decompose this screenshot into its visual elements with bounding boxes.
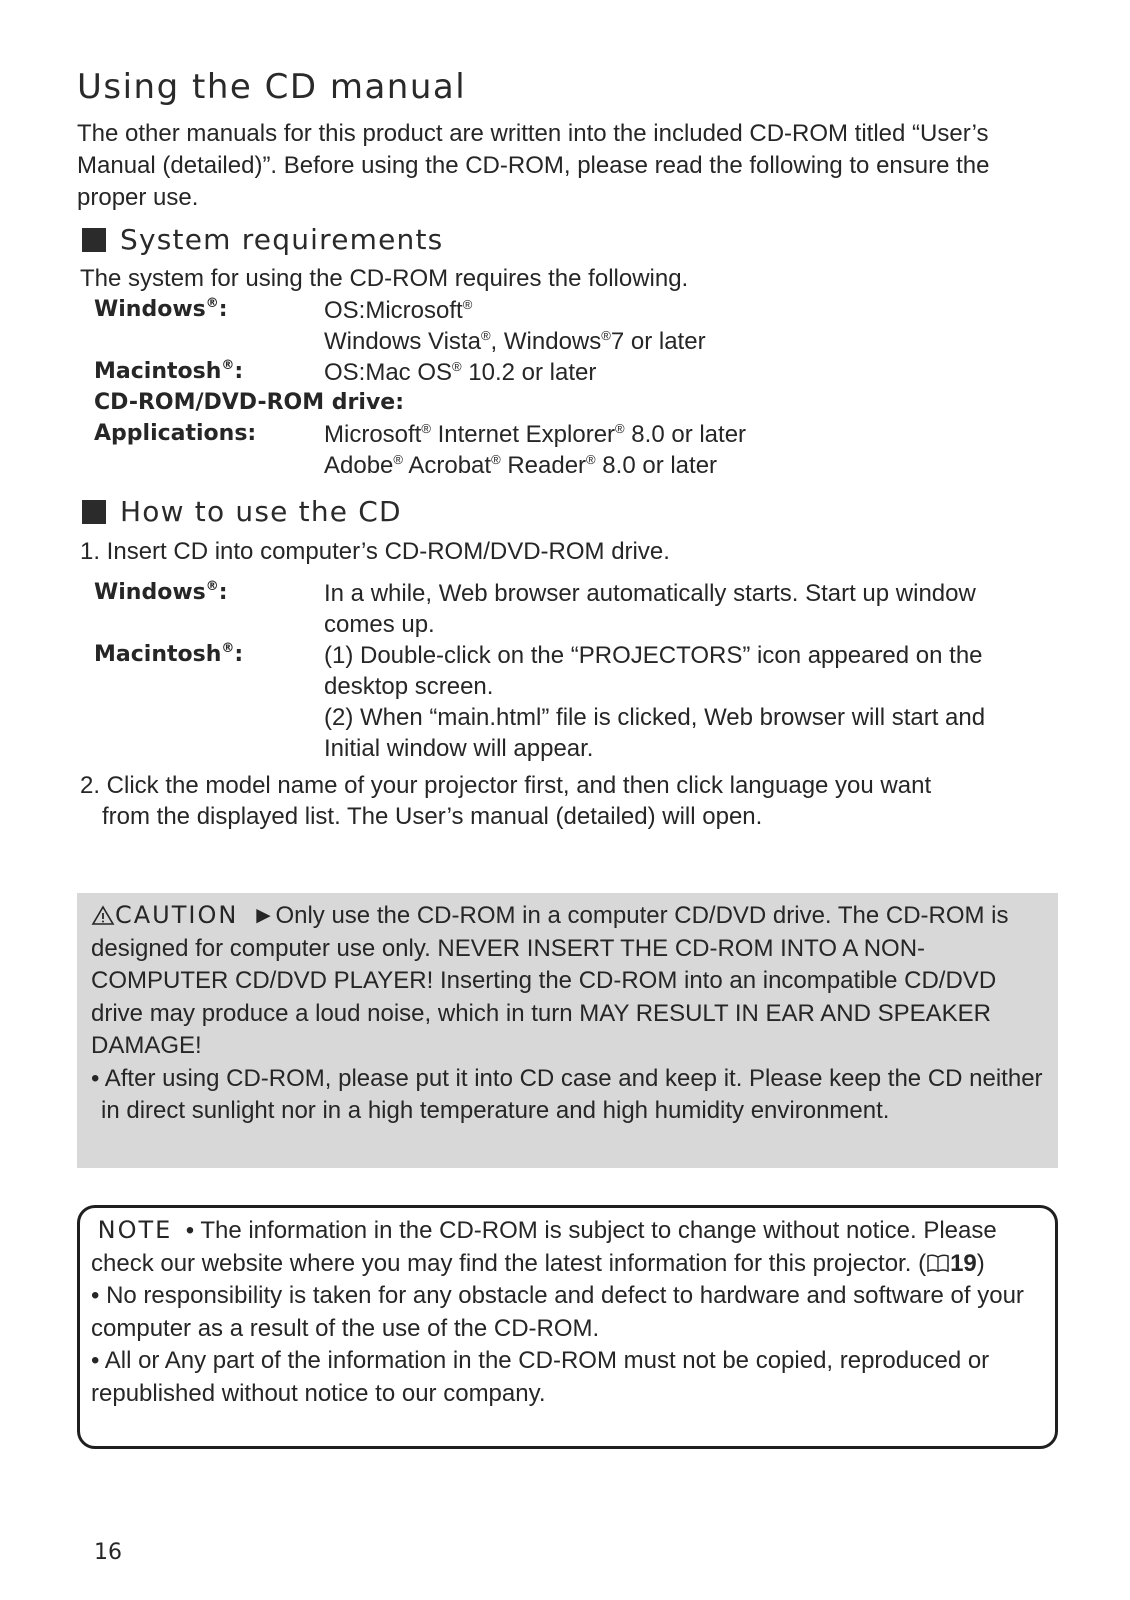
drive-label: CD-ROM/DVD-ROM drive: xyxy=(94,390,404,415)
macintosh-label: Macintosh®: xyxy=(94,641,244,667)
page-number: 16 xyxy=(94,1540,122,1565)
how-to-use-title: How to use the CD xyxy=(120,495,402,528)
system-requirements-heading xyxy=(82,223,444,256)
note-text-1a: • The information in the CD-ROM is subject to change without notice. Please check our website where you may find the latest information for this projector. ( xyxy=(91,1217,997,1277)
book-icon xyxy=(926,1253,950,1273)
square-bullet-icon xyxy=(82,228,106,252)
page-reference[interactable]: 19 xyxy=(950,1249,977,1277)
step-1: 1. Insert CD into computer’s CD-ROM/DVD-ROM drive. xyxy=(80,538,670,565)
note-paragraph-1 xyxy=(91,1214,1045,1280)
app-line-ie: Microsoft® Internet Explorer® 8.0 or later xyxy=(324,421,747,448)
note-label: NOTE xyxy=(97,1216,173,1244)
note-box xyxy=(77,1205,1058,1449)
warning-triangle-icon xyxy=(91,905,115,925)
note-text-1b: ) xyxy=(976,1249,985,1277)
caution-label: CAUTION xyxy=(115,901,239,929)
system-lead: The system for using the CD-ROM requires the following. xyxy=(80,265,689,292)
page-title: Using the CD manual xyxy=(77,67,467,107)
mac-os-line: OS:Mac OS® 10.2 or later xyxy=(324,359,597,386)
mac-instruction-1: (1) Double-click on the “PROJECTORS” icon appeared on the desktop screen. xyxy=(324,642,983,700)
mac-instruction-2: (2) When “main.html” file is clicked, Web browser will start and Initial window will appear. xyxy=(324,704,986,762)
note-paragraph-2: • No responsibility is taken for any obstacle and defect to hardware and software of your computer as a result of the use of the CD-ROM. xyxy=(91,1282,1024,1342)
windows-os-line2: Windows Vista®, Windows®7 or later xyxy=(324,328,706,355)
caution-bullet: • After using CD-ROM, please put it into CD case and keep it. Please keep the CD neither in direct sunlight nor in a high temperature and high humidity environment. xyxy=(91,1064,1043,1124)
windows-os-line1: OS:Microsoft® xyxy=(324,297,473,324)
windows-label: Windows®: xyxy=(94,296,228,322)
step-2-line1: 2. Click the model name of your projector first, and then click language you want xyxy=(80,772,932,799)
step-2-line2: from the displayed list. The User’s manual (detailed) will open. xyxy=(102,803,763,830)
windows-instructions: In a while, Web browser automatically starts. Start up window comes up. xyxy=(324,580,976,638)
system-requirements-title: System requirements xyxy=(120,223,444,256)
caution-box xyxy=(77,893,1058,1168)
caution-paragraph xyxy=(91,899,1044,1063)
app-line-reader: Adobe® Acrobat® Reader® 8.0 or later xyxy=(324,452,718,479)
macintosh-label: Macintosh®: xyxy=(94,358,244,384)
arrow-icon: ► xyxy=(251,902,276,929)
applications-label: Applications: xyxy=(94,421,257,446)
windows-label: Windows®: xyxy=(94,579,228,605)
intro-paragraph: The other manuals for this product are written into the included CD-ROM titled “User’s Manual (detailed)”. Before using the CD-ROM, please read the following to ensure the proper use. xyxy=(77,120,990,211)
square-bullet-icon xyxy=(82,500,106,524)
caution-text: Only use the CD-ROM in a computer CD/DVD drive. The CD-ROM is designed for computer use only. NEVER INSERT THE CD-ROM INTO A NON-COMPUTER CD/DVD PLAYER! Inserting the CD-ROM into an incompatible CD/DVD drive may produce a loud noise, which in turn MAY RESULT IN EAR AND SPEAKER DAMAGE! xyxy=(91,902,1009,1059)
step-2 xyxy=(80,770,1050,832)
how-to-use-heading xyxy=(82,495,402,528)
note-paragraph-3: • All or Any part of the information in the CD-ROM must not be copied, reproduced or republished without notice to our company. xyxy=(91,1347,990,1407)
